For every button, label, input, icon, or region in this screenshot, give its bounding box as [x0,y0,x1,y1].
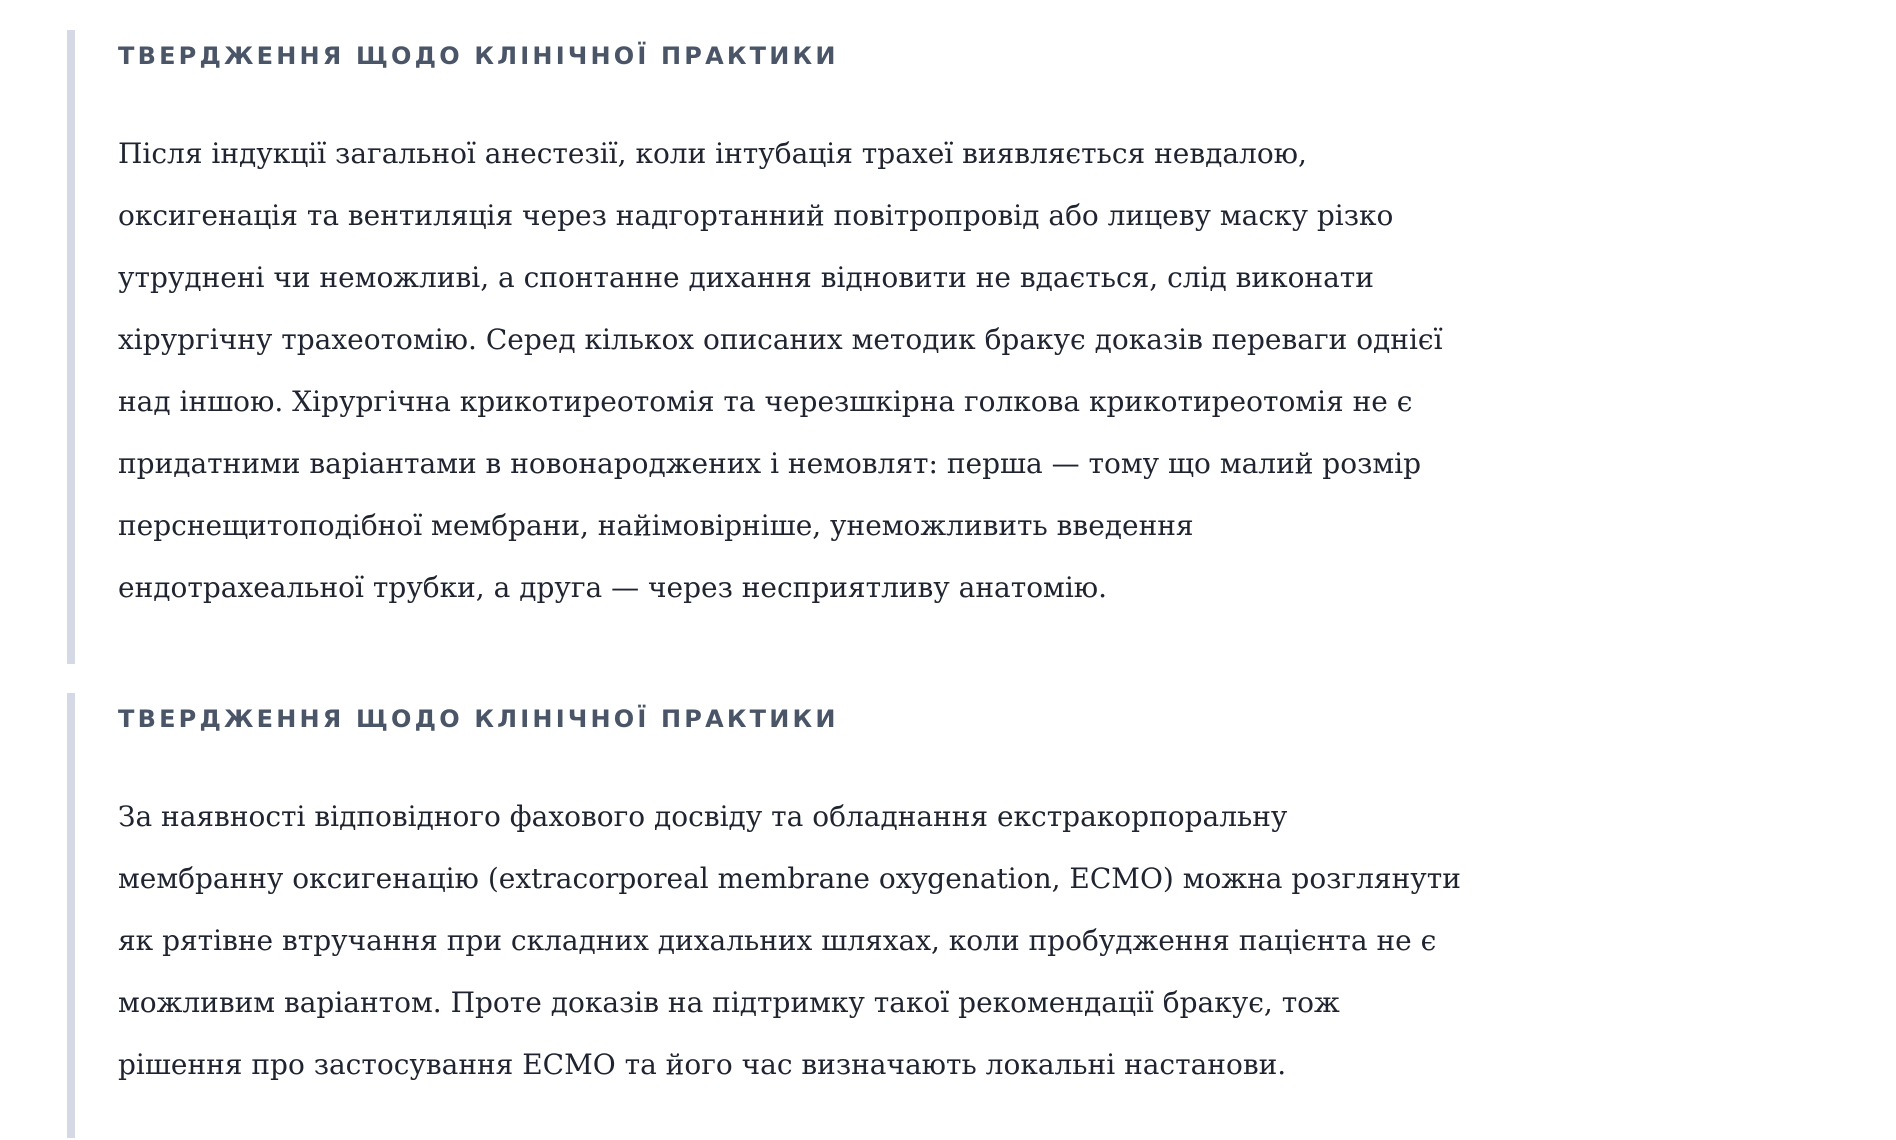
statement-text-line: ендотрахеальної трубки, а друга — через несприятливу анатомію. [118,571,1108,604]
statement-text-line: мембранну оксигенацію (extracorporeal membrane oxygenation, ECMO) можна розглянути [118,862,1461,895]
statement-text-line: За наявності відповідного фахового досвіду та обладнання екстракорпоральну [118,800,1288,833]
statement-text-line: хірургічну трахеотомію. Серед кількох описаних методик бракує доказів переваги однієї [118,323,1443,356]
statement-label: ТВЕРДЖЕННЯ ЩОДО КЛІНІЧНОЇ ПРАКТИКИ [118,705,839,733]
statement-text-line: оксигенація та вентиляція через надгортанний повітропровід або лицеву маску різко [118,199,1394,232]
statement-text-line: над іншою. Хірургічна крикотиреотомія та черезшкірна голкова крикотиреотомія не є [118,385,1413,418]
statement-text [118,786,1896,1096]
statement-text-line: як рятівне втручання при складних дихальних шляхах, коли пробудження пацієнта не є [118,924,1437,957]
clinical-practice-statement-1 [67,30,1847,664]
statement-text-line: утруднені чи неможливі, а спонтанне дихання відновити не вдається, слід виконати [118,261,1374,294]
statement-text-line: перснещитоподібної мембрани, найімовірніше, унеможливить введення [118,509,1194,542]
statement-text [118,123,1896,619]
statement-text-line: придатними варіантами в новонароджених і немовлят: перша — тому що малий розмір [118,447,1422,480]
clinical-practice-statement-2 [67,693,1847,1138]
statement-text-line: рішення про застосування ECMO та його час визначають локальні настанови. [118,1048,1287,1081]
statement-label: ТВЕРДЖЕННЯ ЩОДО КЛІНІЧНОЇ ПРАКТИКИ [118,42,839,70]
statement-text-line: Після індукції загальної анестезії, коли інтубація трахеї виявляється невдалою, [118,137,1307,170]
statement-text-line: можливим варіантом. Проте доказів на підтримку такої рекомендації бракує, тож [118,986,1340,1019]
